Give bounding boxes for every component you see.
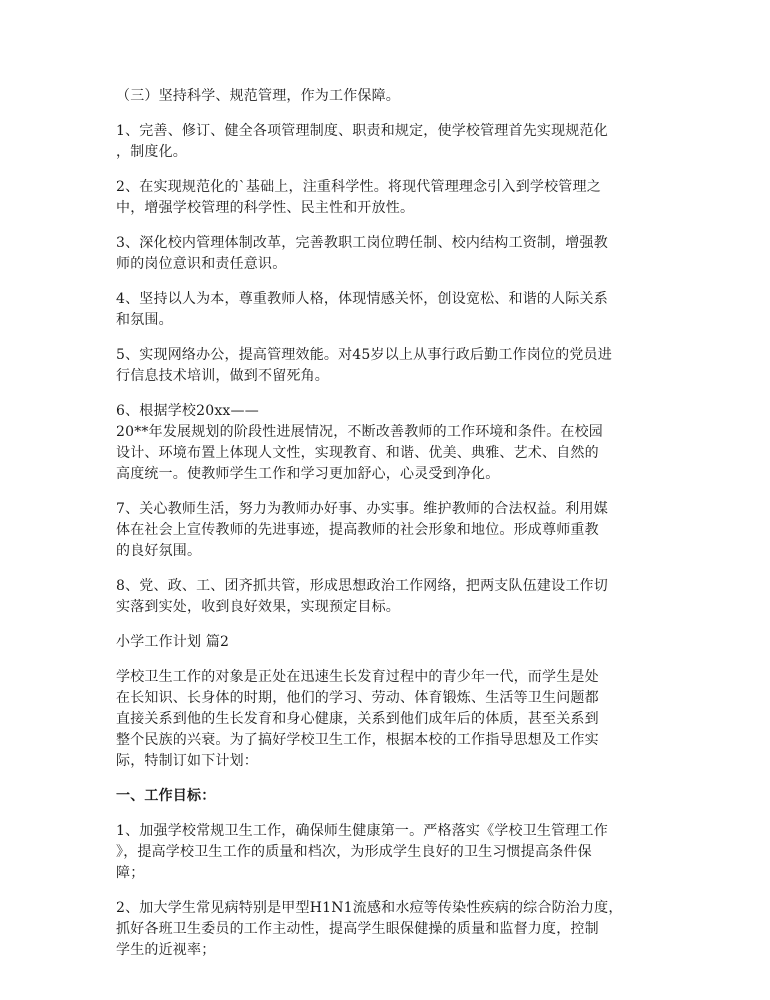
paragraph-item-7: 7、关心教师生活，努力为教师办好事、办实事。维护教师的合法权益。利用媒 体在社会上宣传教师的先进事迹，提高教师的社会形象和地位。形成尊师重教 的良好氛围。 — [116, 501, 608, 559]
paragraph-item-6: 6、根据学校20xx—— 20**年发展规划的阶段性进展情况，不断改善教师的工作环境和条件。在校园 设计、环境布置上体现人文性，实现教育、和谐、优美、典雅、艺术、自然的 高度统一。使教师学生工作和学习更加舒心，心灵受到净化。 — [116, 403, 604, 482]
paragraph-section-three-heading: （三）坚持科学、规范管理，作为工作保障。 — [116, 88, 400, 104]
paragraph-item-5: 5、实现网络办公，提高管理效能。对45岁以上从事行政后勤工作岗位的党员进 行信息技术培训，做到不留死角。 — [116, 347, 612, 384]
document-body — [116, 86, 656, 975]
section-title-plan-2: 小学工作计划 篇2 — [116, 634, 230, 650]
paragraph-intro: 学校卫生工作的对象是正处在迅速生长发育过程中的青少年一代，而学生是处 在长知识、长身体的时期，他们的学习、劳动、体育锻炼、生活等卫生问题都 直接关系到他的生长发育和身心健康，关系到他们成年后的体质，甚至关系到 整个民族的兴衰。为了搞好学校卫生工作，根据本校的工作指导思想及工作实 际，特制订如下计划： — [116, 669, 599, 769]
paragraph-goal-1: 1、加强学校常规卫生工作，确保师生健康第一。严格落实《学校卫生管理工作 》，提高学校卫生工作的质量和档次，为形成学生良好的卫生习惯提高条件保 障； — [116, 823, 608, 881]
paragraph-goal-2: 2、加大学生常见病特别是甲型H1N1流感和水痘等传染性疾病的综合防治力度， 抓好各班卫生委员的工作主动性，提高学生眼保健操的质量和监督力度，控制 学生的近视率； — [116, 900, 623, 958]
paragraph-item-8: 8、党、政、工、团齐抓共管，形成思想政治工作网络，把两支队伍建设工作切 实落到实处，收到良好效果，实现预定目标。 — [116, 578, 608, 615]
paragraph-item-2: 2、在实现规范化的`基础上，注重科学性。将现代管理理念引入到学校管理之 中，增强学校管理的科学性、民主性和开放性。 — [116, 179, 601, 216]
paragraph-item-1: 1、完善、修订、健全各项管理制度、职责和规定，使学校管理首先实现规范化 ，制度化。 — [116, 123, 608, 160]
heading-work-goals: 一、工作目标： — [116, 788, 216, 804]
paragraph-item-4: 4、坚持以人为本，尊重教师人格，体现情感关怀，创设宽松、和谐的人际关系 和氛围。 — [116, 291, 608, 328]
paragraph-item-3: 3、深化校内管理体制改革，完善教职工岗位聘任制、校内结构工资制，增强教 师的岗位意识和责任意识。 — [116, 235, 608, 272]
